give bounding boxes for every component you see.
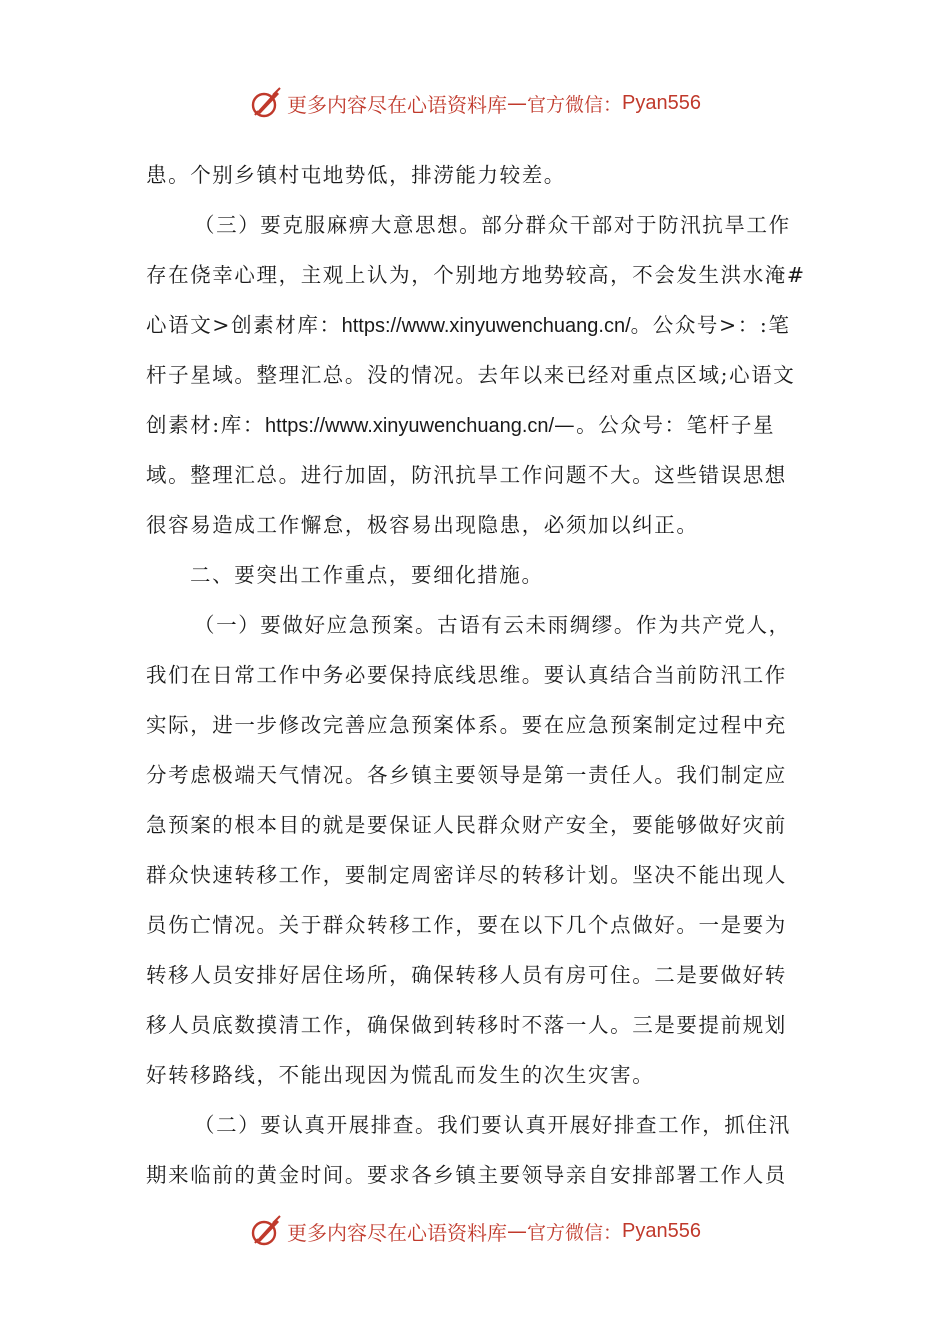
text-segment: 。公众号>：:笔 — [630, 313, 791, 337]
text-segment: 创素材:库： — [146, 413, 266, 437]
text-line: 分考虑极端天气情况。各乡镇主要领导是第一责任人。我们制定应 — [146, 763, 787, 787]
watermark-brand: 更多内容尽在心语资料库 — [287, 92, 507, 117]
quill-logo-icon — [249, 86, 283, 120]
text-line — [146, 300, 806, 350]
footer-watermark — [0, 1211, 950, 1251]
text-line: 急预案的根本目的就是要保证人民群众财产安全，要能够做好灾前 — [146, 813, 787, 837]
watermark-dash: — — [507, 1219, 527, 1243]
text-line: 员伤亡情况。关于群众转移工作，要在以下几个点做好。一是要为 — [146, 913, 787, 937]
watermark-handle: Pyan556 — [622, 1219, 701, 1242]
url-link[interactable]: https://www.xinyuwenchuang.cn/ — [265, 415, 555, 437]
watermark-brand: 更多内容尽在心语资料库 — [287, 1220, 507, 1245]
watermark-wechat-label: 官方微信： — [527, 1221, 623, 1244]
section-heading: 二、要突出工作重点，要细化措施。 — [190, 563, 544, 587]
text-line: 域。整理汇总。进行加固，防汛抗旱工作问题不大。这些错误思想 — [146, 463, 787, 487]
document-body — [146, 150, 806, 1200]
text-line: 移人员底数摸清工作，确保做到转移时不落一人。三是要提前规划 — [146, 1013, 787, 1037]
text-segment: 心语文>创素材库： — [146, 313, 342, 337]
watermark-wechat-label: 官方微信： — [527, 93, 623, 116]
header-watermark — [0, 83, 950, 123]
text-line: （三）要克服麻痹大意思想。部分群众干部对于防汛抗旱工作 — [194, 213, 791, 237]
text-line: 好转移路线，不能出现因为慌乱而发生的次生灾害。 — [146, 1063, 655, 1087]
text-line: （二）要认真开展排查。我们要认真开展好排查工作，抓住汛 — [194, 1113, 791, 1137]
text-line: 我们在日常工作中务必要保持底线思维。要认真结合当前防汛工作 — [146, 663, 787, 687]
watermark-handle: Pyan556 — [622, 91, 701, 114]
text-segment: —。公众号：笔杆子星 — [554, 413, 776, 437]
text-line: 转移人员安排好居住场所，确保转移人员有房可住。二是要做好转 — [146, 963, 787, 987]
text-line: 很容易造成工作懈怠，极容易出现隐患，必须加以纠正。 — [146, 513, 699, 537]
text-line: （一）要做好应急预案。古语有云未雨绸缪。作为共产党人， — [194, 613, 791, 637]
text-line: 期来临前的黄金时间。要求各乡镇主要领导亲自安排部署工作人员 — [146, 1163, 787, 1187]
text-line: 患。个别乡镇村屯地势低，排涝能力较差。 — [146, 163, 566, 187]
watermark-dash: — — [507, 91, 527, 115]
quill-logo-icon — [249, 1214, 283, 1248]
text-line: 杆子星域。整理汇总。没的情况。去年以来已经对重点区域;心语文 — [146, 363, 796, 387]
text-line: 实际，进一步修改完善应急预案体系。要在应急预案制定过程中充 — [146, 713, 787, 737]
url-link[interactable]: https://www.xinyuwenchuang.cn/ — [341, 315, 631, 337]
text-line: 群众快速转移工作，要制定周密详尽的转移计划。坚决不能出现人 — [146, 863, 787, 887]
text-line: 存在侥幸心理，主观上认为，个别地方地势较高，不会发生洪水淹# — [146, 263, 806, 287]
text-line — [146, 400, 806, 450]
